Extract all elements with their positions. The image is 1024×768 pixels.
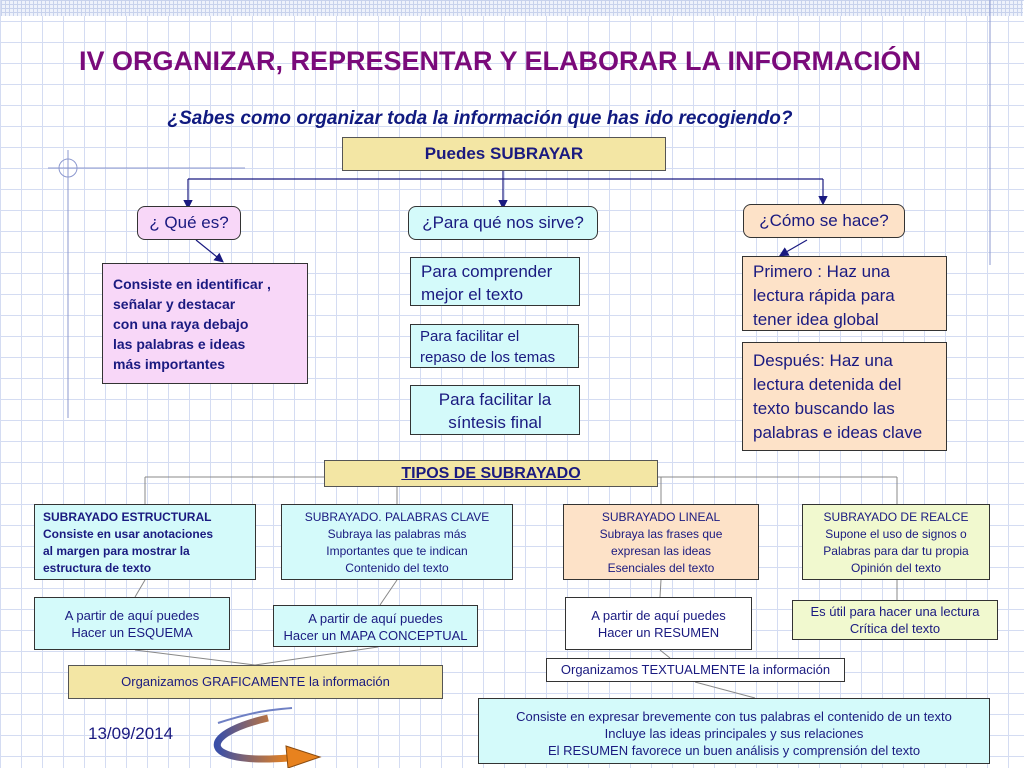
type-line: Importantes que te indican — [326, 544, 468, 558]
step-line: lectura rápida para — [753, 286, 895, 305]
result-line: A partir de aquí puedes — [308, 611, 443, 626]
use-line: mejor el texto — [421, 285, 524, 304]
result-line: Hacer un RESUMEN — [597, 625, 720, 640]
step-line: texto buscando las — [753, 399, 895, 418]
step-line: tener idea global — [753, 310, 879, 329]
summary-line: Incluye las ideas principales y sus relaciones — [604, 726, 864, 741]
use-box-1 — [410, 257, 580, 306]
type-line: Opinión del texto — [850, 561, 942, 575]
type-line: Esenciales del texto — [607, 561, 715, 575]
type-line: expresan las ideas — [610, 544, 712, 558]
type-line: Supone el uso de signos o — [825, 527, 967, 541]
question-para-que: ¿Para qué nos sirve? — [408, 206, 598, 240]
page-subtitle: ¿Sabes como organizar toda la información que has ido recogiendo? — [167, 108, 793, 129]
step-line: lectura detenida del — [753, 375, 902, 394]
date-label: 13/09/2014 — [88, 724, 174, 743]
use-box-3 — [410, 385, 580, 435]
type-line: Subraya las frases que — [599, 527, 723, 541]
type-heading: SUBRAYADO. PALABRAS CLAVE — [304, 510, 490, 524]
graphic-organization-box: Organizamos GRAFICAMENTE la información — [68, 665, 443, 699]
use-line: Para facilitar la — [438, 390, 552, 409]
definition-line: señalar y destacar — [113, 296, 236, 312]
question-como: ¿Cómo se hace? — [743, 204, 905, 238]
type-line: Palabras para dar tu propia — [823, 544, 969, 558]
summary-line: El RESUMEN favorece un buen análisis y comprensión del texto — [547, 743, 921, 758]
use-line: repaso de los temas — [420, 349, 556, 366]
type-line: Consiste en usar anotaciones — [43, 527, 214, 541]
type-heading: SUBRAYADO DE REALCE — [823, 510, 969, 524]
definition-box — [102, 263, 308, 384]
result-resumen — [565, 597, 752, 650]
type-line: Contenido del texto — [345, 561, 449, 575]
definition-line: más importantes — [113, 356, 226, 372]
use-line: Para comprender — [421, 262, 553, 281]
page-title: IV ORGANIZAR, REPRESENTAR Y ELABORAR LA INFORMACIÓN — [78, 46, 922, 76]
text-organization-box: Organizamos TEXTUALMENTE la información — [546, 658, 845, 682]
use-line: Para facilitar el — [420, 328, 520, 345]
step-line: palabras e ideas clave — [753, 423, 923, 442]
result-esquema — [34, 597, 230, 650]
type-palabras-clave — [281, 504, 513, 580]
result-line: A partir de aquí puedes — [64, 608, 200, 623]
use-line: síntesis final — [448, 413, 542, 432]
type-realce — [802, 504, 990, 580]
definition-line: las palabras e ideas — [113, 336, 246, 352]
types-title: TIPOS DE SUBRAYADO — [324, 460, 658, 487]
type-line: al margen para mostrar la — [43, 544, 190, 558]
type-line: Subraya las palabras más — [327, 527, 467, 541]
step-box-2 — [742, 342, 947, 451]
type-lineal — [563, 504, 759, 580]
question-que-es: ¿ Qué es? — [137, 206, 241, 240]
type-heading: SUBRAYADO LINEAL — [601, 510, 721, 524]
definition-line: con una raya debajo — [113, 316, 249, 332]
result-line: Crítica del texto — [849, 621, 941, 636]
step-box-1 — [742, 256, 947, 331]
main-box-subrayar: Puedes SUBRAYAR — [342, 137, 666, 171]
result-mapa-conceptual — [273, 605, 478, 647]
step-line: Después: Haz una — [753, 351, 893, 370]
result-lectura-critica — [792, 600, 998, 640]
summary-box — [478, 698, 990, 764]
result-line: Hacer un MAPA CONCEPTUAL — [283, 628, 468, 643]
summary-line: Consiste en expresar brevemente con tus palabras el contenido de un texto — [516, 709, 952, 724]
result-line: A partir de aquí puedes — [591, 608, 726, 623]
step-line: Primero : Haz una — [753, 262, 890, 281]
result-line: Es útil para hacer una lectura — [810, 604, 980, 619]
result-line: Hacer un ESQUEMA — [71, 625, 193, 640]
definition-line: Consiste en identificar , — [113, 276, 271, 292]
use-box-2 — [410, 324, 579, 368]
type-line: estructura de texto — [43, 561, 152, 575]
type-estructural — [34, 504, 256, 580]
type-heading: SUBRAYADO ESTRUCTURAL — [43, 510, 212, 524]
